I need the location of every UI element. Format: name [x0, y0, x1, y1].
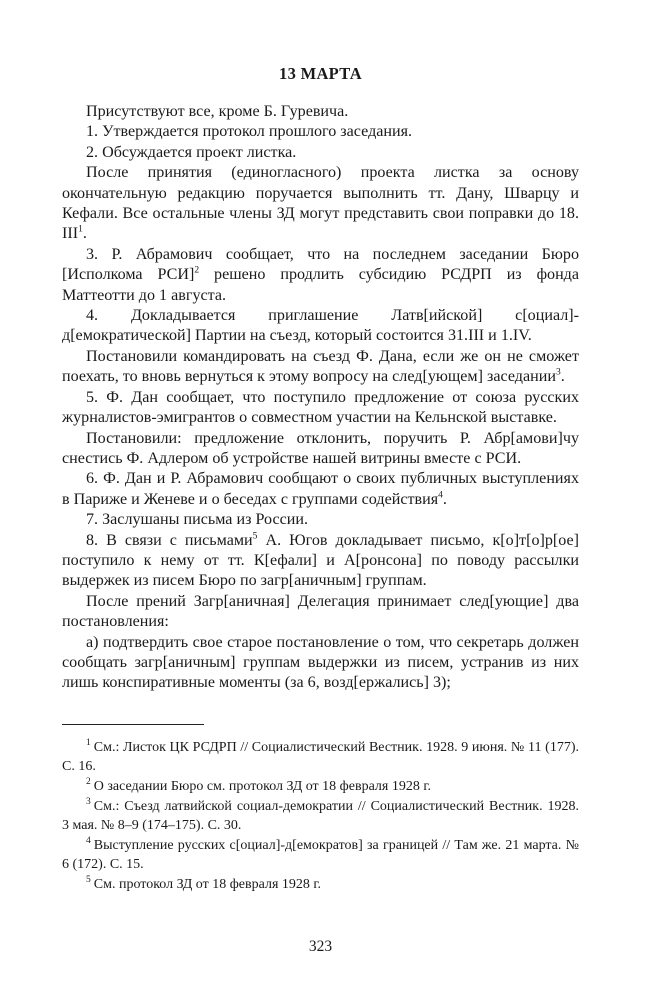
footnote-mark: 2	[86, 777, 91, 788]
footnote-ref: 4	[438, 490, 443, 501]
paragraph-text-tail: .	[560, 368, 565, 386]
paragraph-item-4	[62, 306, 579, 347]
paragraph-resolution-a	[62, 633, 579, 694]
paragraph-text-tail: решено продлить субсидию РСДРП из фонда Маттеотти до 1 августа.	[62, 266, 580, 304]
paragraph-text: 2. Обсуждается проект листка.	[86, 143, 297, 161]
paragraph-attendance	[62, 102, 579, 122]
footnote-mark: 3	[86, 796, 91, 807]
paragraph-text: 7. Заслушаны письма из России.	[86, 511, 308, 529]
paragraph-text-tail: .	[82, 225, 87, 243]
paragraph-item-6	[62, 469, 579, 510]
footnote-mark: 1	[86, 738, 91, 749]
paragraph-text: 4. Докладывается приглашение Латв[ийской] с[оциал]-д[емократической] Партии на съезд, который состоится 31.III и 1.IV.	[62, 307, 579, 345]
paragraph-text: Постановили командировать на съезд Ф. Дана, если же он не сможет поехать, то вновь вернуться к этому вопросу на след[ующем] заседании	[62, 347, 579, 386]
footnote-text: См. протокол ЗД от 18 февраля 1928 г.	[93, 876, 322, 892]
page-number: 323	[308, 938, 333, 955]
paragraph-text: а) подтвердить свое старое постановление о том, что секретарь должен сообщать загр[аничным] группам выдержки из писем, устранив из них лишь конспиративные моменты (за 6, возд[ержались] 3);	[62, 633, 579, 692]
footnote-ref: 3	[555, 367, 561, 378]
footnote-text: Выступление русских с[оциал]-д[емократов] за границей // Там же. 21 марта. № 6 (172). С. 15.	[62, 837, 579, 873]
main-text	[62, 102, 579, 694]
footnote-text: См.: Съезд латвийской социал-демократии // Социалистический Вестник. 1928. 3 мая. № 8–9 (174–175). С. 30.	[62, 798, 579, 834]
paragraph-text: Постановили: предложение отклонить, поручить Р. Абр[амови]чу снестись Ф. Адлером об устройстве нашей витрины вместе с РСИ.	[62, 429, 579, 467]
footnote-mark: 4	[86, 836, 91, 847]
paragraph-resolution-exhibition	[62, 429, 579, 470]
footnote-ref: 1	[78, 225, 83, 236]
paragraph-text-tail: А. Югов докладывает письмо, к[о]т[о]р[ое] поступило к нему от тт. К[ефали] и А[ронсона] по поводу рассылки выдержек из писем Бюро по загр[аничным] группам.	[62, 531, 579, 590]
paragraph-text: После прений Загр[аничная] Делегация принимает след[ующие] два постановления:	[62, 592, 579, 631]
footnote-divider	[62, 724, 204, 725]
footnote-2	[62, 777, 579, 797]
footnote-ref: 5	[252, 531, 258, 542]
section-title: 13 МАРТА	[279, 64, 362, 83]
footnotes	[62, 738, 579, 895]
footnote-3	[62, 797, 579, 836]
paragraph-item-2	[62, 143, 579, 163]
paragraph-text: Присутствуют все, кроме Б. Гуревича.	[86, 103, 349, 120]
footnote-4	[62, 836, 579, 875]
paragraph-item-7	[62, 510, 579, 530]
paragraph-item-8	[62, 531, 579, 592]
paragraph-item-3	[62, 245, 579, 306]
paragraph-item-1	[62, 122, 579, 142]
paragraph-text: 1. Утверждается протокол прошлого заседания.	[86, 123, 413, 141]
paragraph-text: 8. В связи с письмами	[86, 531, 253, 549]
book-page	[62, 58, 579, 998]
paragraph-draft-adoption	[62, 163, 579, 245]
paragraph-text: 5. Ф. Дан сообщает, что поступило предложение от союза русских журналистов-эмигрантов о совместном участии на Кельнской выставке.	[62, 388, 579, 427]
footnote-text: См.: Листок ЦК РСДРП // Социалистический Вестник. 1928. 9 июня. № 11 (177). С. 16.	[62, 739, 579, 775]
footnote-mark: 5	[86, 875, 91, 886]
paragraph-item-5	[62, 388, 579, 429]
footnote-1	[62, 738, 579, 777]
footnote-text: О заседании Бюро см. протокол ЗД от 18 февраля 1928 г.	[93, 778, 432, 794]
paragraph-debate	[62, 592, 579, 633]
paragraph-text: 3. Р. Абрамович сообщает, что на последнем заседании Бюро [Исполкома РСИ]	[62, 245, 579, 284]
paragraph-text: 6. Ф. Дан и Р. Абрамович сообщают о своих публичных выступлениях в Париже и Женеве и о беседах с группами содействия	[62, 470, 579, 508]
footnote-5	[62, 875, 579, 895]
paragraph-resolution-congress	[62, 347, 579, 388]
footnote-ref: 2	[194, 265, 200, 276]
paragraph-text-tail: .	[442, 490, 447, 508]
paragraph-text: После принятия (единогласного) проекта листка за основу окончательную редакцию поручается выполнить тт. Дану, Шварцу и Кефали. Все остальные члены ЗД могут представить свои поправки до 18. III	[62, 164, 579, 243]
